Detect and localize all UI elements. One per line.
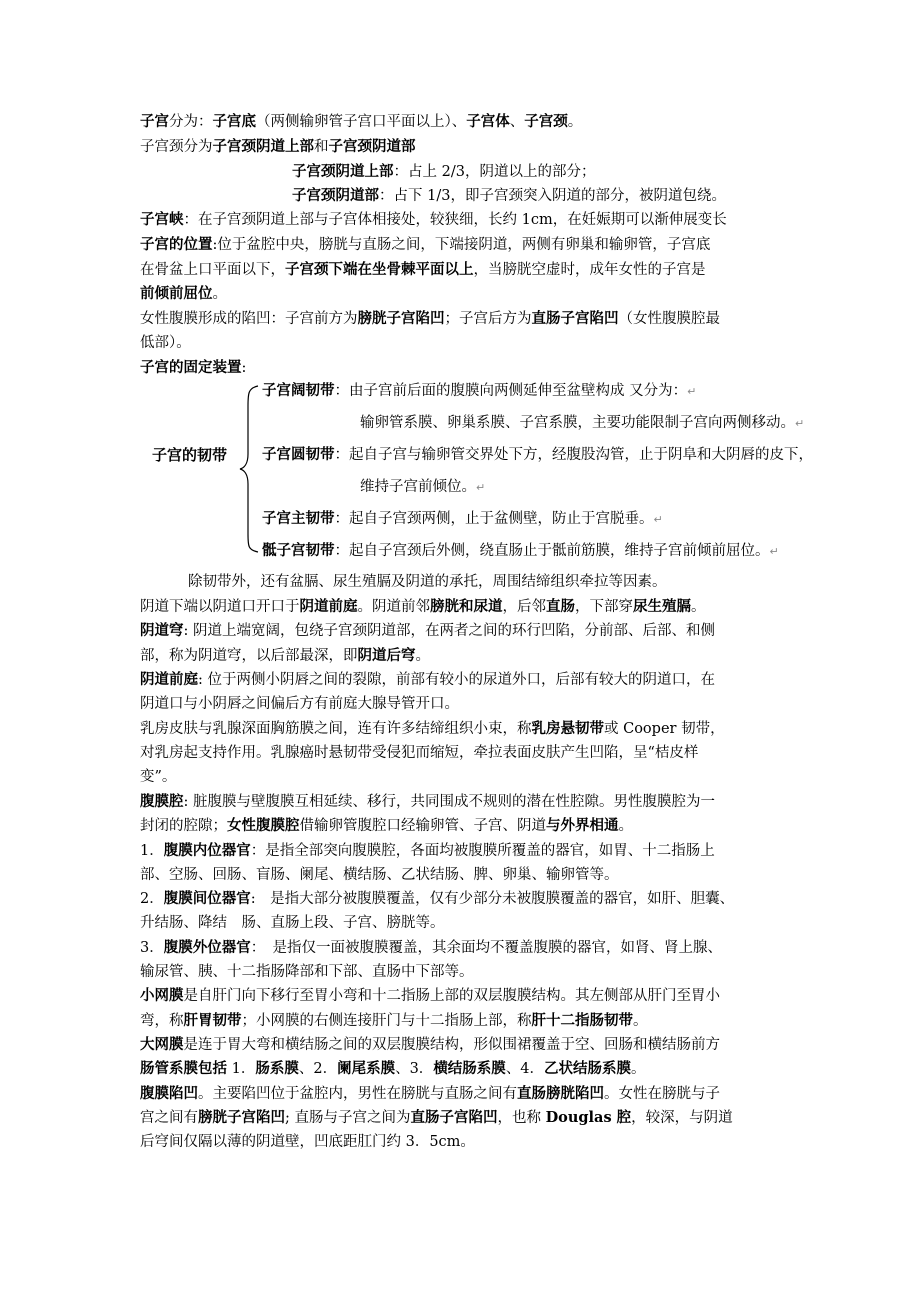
line-vestibule-2: 阴道口与小阴唇之间偏后方有前庭大腺导管开口。	[140, 696, 459, 712]
line-lesser-omentum-2: 弯，称肝胃韧带；小网膜的右侧连接肝门与十二指肠上部，称肝十二指肠韧带。	[140, 1012, 648, 1029]
line-greater-omentum: 大网膜是连于胃大弯和横结肠之间的双层腹膜结构，形似围裙覆盖于空、回肠和横结肠前方	[140, 1036, 720, 1053]
line-extraperitoneal-2: 输尿管、胰、十二指肠降部和下部、直肠中下部等。	[140, 964, 474, 980]
ligament-group-label: 子宫的韧带	[152, 446, 228, 464]
line-peritoneal-cavity-1: 腹膜腔: 脏腹膜与壁腹膜互相延续、移行，共同围成不规则的潜在性腔隙。男性腹膜腔为一	[140, 793, 715, 810]
paragraph-mark-icon: ↵	[687, 385, 697, 398]
line-position-1: 子宫的位置:位于盆腔中央，膀胱与直肠之间，下端接阴道，两侧有卵巢和输卵管，子宫底	[140, 236, 711, 253]
ligament-round: 子宫圆韧带：起自子宫与输卵管交界处下方，经腹股沟管，止于阴阜和大阴唇的皮下，	[262, 447, 813, 463]
line-position-2: 在骨盆上口平面以下，子宫颈下端在坐骨棘平面以上，当膀胱空虚时，成年女性的子宫是	[140, 261, 706, 278]
line-interperitoneal-1: 2．腹膜间位器官: 是指大部分被腹膜覆盖，仅有少部分未被腹膜覆盖的器官，如肝、胆囊、	[140, 890, 735, 907]
line-vagina: 阴道下端以阴道口开口于阴道前庭。阴道前邻膀胱和尿道，后邻直肠，下部穿尿生殖膈。	[140, 598, 706, 615]
ligament-cardinal: 子宫主韧带：起自子宫颈两侧，止于盆侧壁，防止于宫脱垂。↵	[262, 511, 663, 527]
curly-brace-icon	[238, 384, 262, 554]
paragraph-mark-icon: ↵	[476, 481, 486, 494]
line-intraperitoneal-2: 部、空肠、回肠、盲肠、阑尾、横结肠、乙状结肠、脾、卵巢、输卵管等。	[140, 867, 619, 883]
line-pouches-2: 低部）。	[140, 335, 191, 351]
ligament-broad-detail: 输卵管系膜、卵巢系膜、子宫系膜，主要功能限制子宫向两侧移动。↵	[360, 415, 805, 431]
line-cervix-parts: 子宫颈分为子宫颈阴道上部和子宫颈阴道部	[140, 138, 416, 155]
line-intraperitoneal-1: 1．腹膜内位器官：是指全部突向腹膜腔，各面均被腹膜所覆盖的器官，如胃、十二指肠上	[140, 842, 715, 859]
line-extraperitoneal-1: 3．腹膜外位器官： 是指仅一面被腹膜覆盖，其余面均不覆盖腹膜的器官，如肾、肾上腺、	[140, 939, 722, 956]
paragraph-mark-icon: ↵	[795, 417, 805, 430]
line-recesses-2: 宫之间有膀胱子宫陷凹; 直肠与子宫之间为直肠子宫陷凹，也称 Douglas 腔，较深，与阴道	[140, 1109, 733, 1126]
ligament-uterosacral: 骶子宫韧带：起自子宫颈后外侧，绕直肠止于骶前筋膜，维持子宫前倾前屈位。↵	[262, 543, 779, 559]
line-lesser-omentum-1: 小网膜是自肝门向下移行至胃小弯和十二指肠上部的双层腹膜结构。其左侧部从肝门至胃小	[140, 987, 720, 1004]
line-fixation-heading: 子宫的固定装置:	[140, 359, 247, 376]
line-recesses-3: 后穹间仅隔以薄的阴道壁，凹底距肛门约 3．5cm。	[140, 1134, 475, 1150]
ligament-broad: 子宫阔韧带：由子宫前后面的腹膜向两侧延伸至盆壁构成 又分为：↵	[262, 383, 697, 399]
line-breast-3: 变”。	[140, 769, 177, 785]
line-vaginal-part: 子宫颈阴道部：占下 1/3，即子宫颈突入阴道的部分，被阴道包绕。	[292, 187, 726, 204]
line-peritoneal-cavity-2: 封闭的腔隙；女性腹膜腔借输卵管腹腔口经输卵管、子宫、阴道与外界相通。	[140, 817, 633, 834]
line-fornix-1: 阴道穹: 阴道上端宽阔，包绕子宫颈阴道部，在两者之间的环行凹陷，分前部、后部、和侧	[140, 622, 715, 639]
line-interperitoneal-2: 升结肠、降结 肠、直肠上段、子宫、膀胱等。	[140, 915, 445, 931]
line-uterus-parts: 子宫分为：子宫底（两侧输卵管子宫口平面以上）、子宫体、子宫颈。	[140, 113, 583, 130]
line-mesenteries: 肠管系膜包括 1．肠系膜、2．阑尾系膜、3．横结肠系膜、4．乙状结肠系膜。	[140, 1060, 646, 1077]
line-other-support: 除韧带外，还有盆膈、尿生殖膈及阴道的承托，周围结缔组织牵拉等因素。	[188, 574, 667, 590]
line-position-3: 前倾前屈位。	[140, 285, 227, 302]
line-pouches-1: 女性腹膜形成的陷凹：子宫前方为膀胱子宫陷凹；子宫后方为直肠子宫陷凹（女性腹膜腔最	[140, 310, 720, 327]
paragraph-mark-icon: ↵	[769, 545, 779, 558]
line-breast-1: 乳房皮肤与乳腺深面胸筋膜之间，连有许多结缔组织小束，称乳房悬韧带或 Cooper 韧带，	[140, 720, 725, 737]
line-recesses-1: 腹膜陷凹。主要陷凹位于盆腔内，男性在膀胱与直肠之间有直肠膀胱陷凹。女性在膀胱与子	[140, 1085, 720, 1102]
line-supravaginal: 子宫颈阴道上部：占上 2/3，阴道以上的部分；	[292, 163, 596, 180]
line-breast-2: 对乳房起支持作用。乳腺癌时悬韧带受侵犯而缩短，牵拉表面皮肤产生凹陷，呈“桔皮样	[140, 745, 699, 761]
ligament-round-detail: 维持子宫前倾位。↵	[360, 479, 486, 495]
line-vestibule-1: 阴道前庭: 位于两侧小阴唇之间的裂隙，前部有较小的尿道外口，后部有较大的阴道口，在	[140, 671, 715, 688]
paragraph-mark-icon: ↵	[653, 513, 663, 526]
line-isthmus: 子宫峡：在子宫颈阴道上部与子宫体相接处，较狭细，长约 1cm，在妊娠期可以渐伸展变长	[140, 211, 727, 228]
line-fornix-2: 部，称为阴道穹，以后部最深，即阴道后穹。	[140, 647, 430, 664]
